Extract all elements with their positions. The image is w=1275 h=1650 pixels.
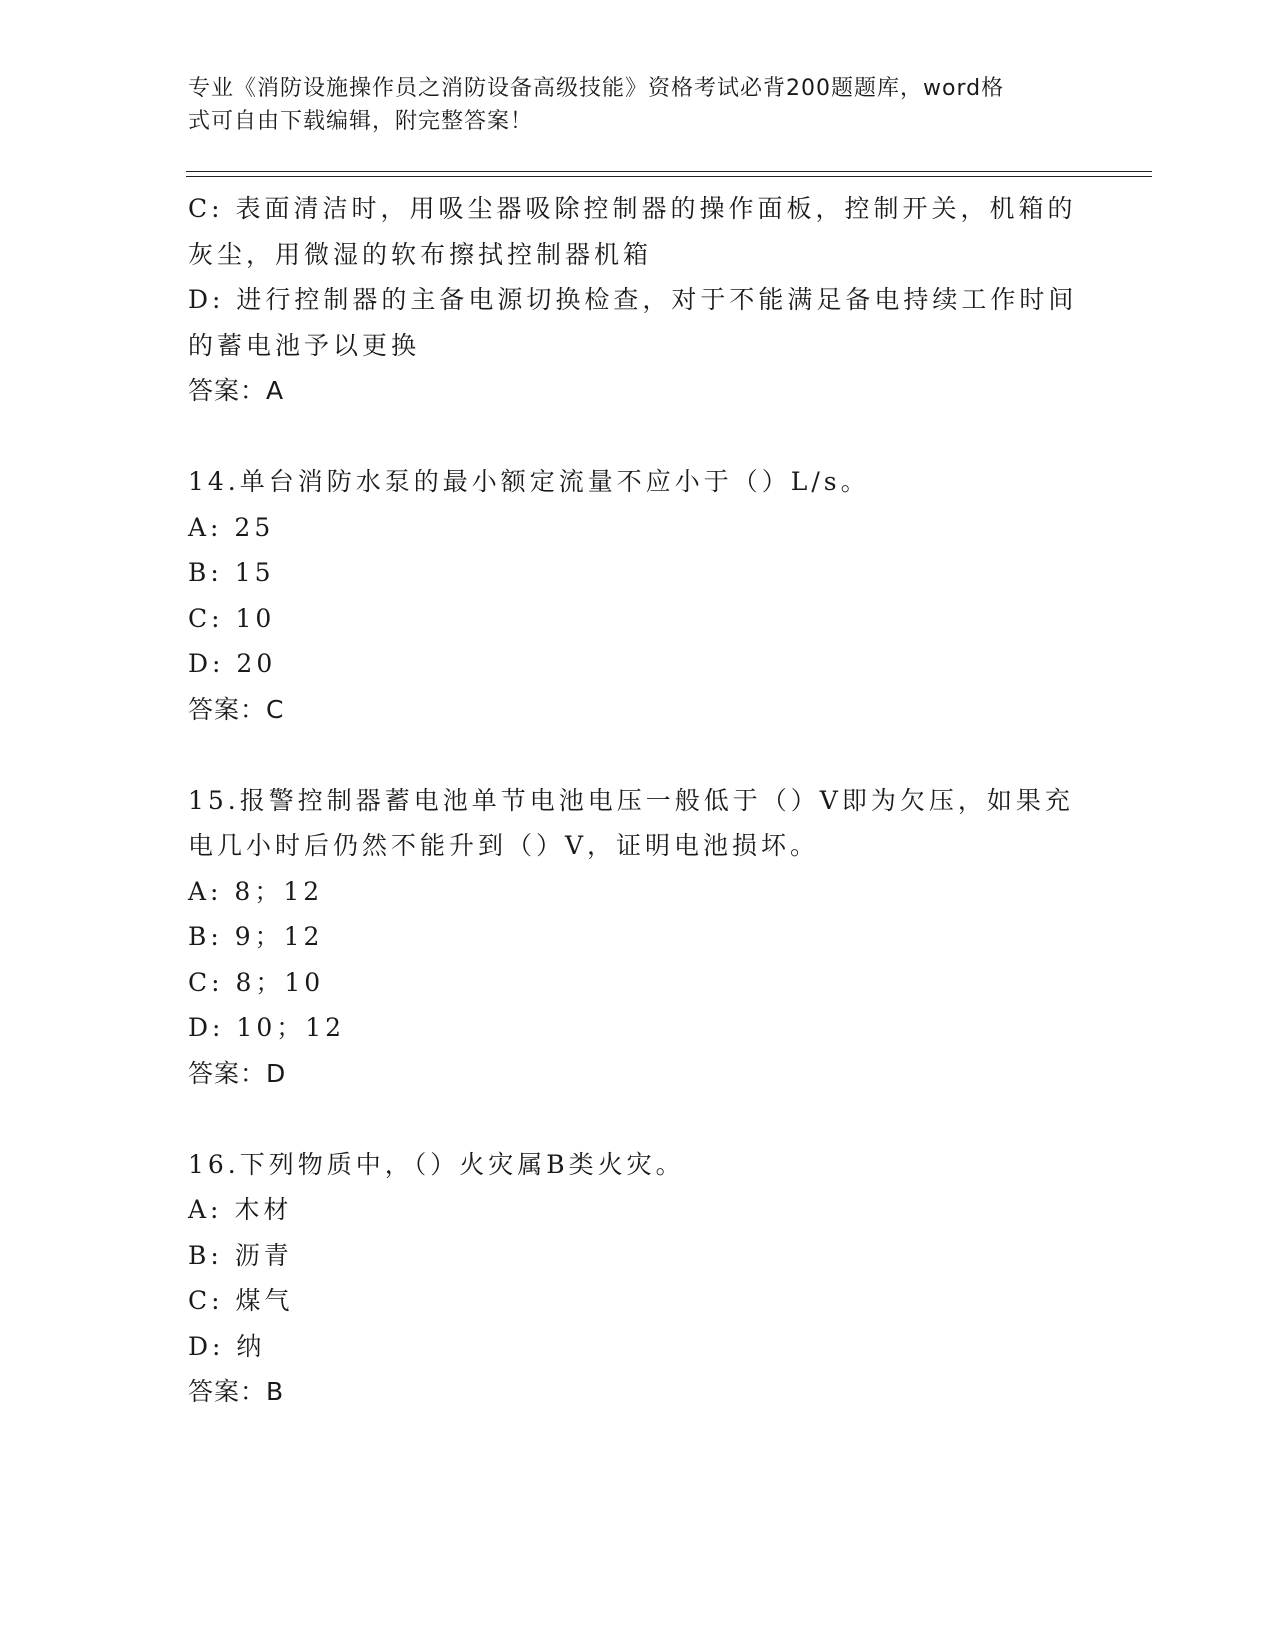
option-c-line-1: C: 表面清洁时，用吸尘器吸除控制器的操作面板，控制开关，机箱的 [188, 194, 1077, 223]
question-15 [188, 778, 1088, 1097]
option-d: D: 10；12 [188, 1013, 346, 1042]
question-stem: 16.下列物质中，（）火灾属B类火灾。 [188, 1149, 685, 1179]
option-a: A: 木材 [188, 1195, 293, 1224]
question-stem: 14.单台消防水泵的最小额定流量不应小于（）L/s。 [188, 467, 870, 496]
question-list [188, 186, 1088, 1415]
spacer [188, 1096, 1088, 1142]
option-c-line-2: 灰尘，用微湿的软布擦拭控制器机箱 [188, 239, 653, 269]
question-stem-line-2: 电几小时后仍然不能升到（）V，证明电池损坏。 [188, 831, 820, 860]
option-b: B: 沥青 [188, 1240, 293, 1270]
header-line-1: 专业《消防设施操作员之消防设备高级技能》资格考试必背200题题库，word格 [188, 76, 1005, 101]
question-stem-line-1: 15.报警控制器蓄电池单节电池电压一般低于（）V即为欠压，如果充 [188, 785, 1074, 815]
option-b: B: 9；12 [188, 922, 324, 951]
spacer [188, 732, 1088, 778]
option-c: C: 煤气 [188, 1286, 294, 1315]
question-14 [188, 459, 1088, 732]
option-c: C: 8；10 [188, 967, 325, 997]
answer-line: 答案：D [188, 1058, 287, 1088]
answer-line: 答案：B [188, 1377, 285, 1406]
header-line-2: 式可自由下载编辑，附完整答案！ [188, 109, 534, 134]
spacer [188, 414, 1088, 460]
option-d-line-2: 的蓄电池予以更换 [188, 330, 421, 360]
header-divider-top [186, 171, 1152, 172]
question-13-tail [188, 186, 1088, 414]
document-header [188, 72, 1068, 138]
option-d-line-1: D: 进行控制器的主备电源切换检查，对于不能满足备电持续工作时间 [188, 285, 1078, 314]
answer-line: 答案：C [188, 694, 285, 724]
header-divider-bottom [186, 176, 1152, 177]
answer-line: 答案：A [188, 376, 285, 405]
question-16 [188, 1142, 1088, 1415]
option-a: A: 25 [188, 512, 275, 542]
option-d: D: 20 [188, 649, 277, 678]
option-d: D: 纳 [188, 1331, 266, 1361]
option-c: C: 10 [188, 603, 276, 633]
option-b: B: 15 [188, 558, 275, 587]
option-a: A: 8；12 [188, 876, 324, 906]
